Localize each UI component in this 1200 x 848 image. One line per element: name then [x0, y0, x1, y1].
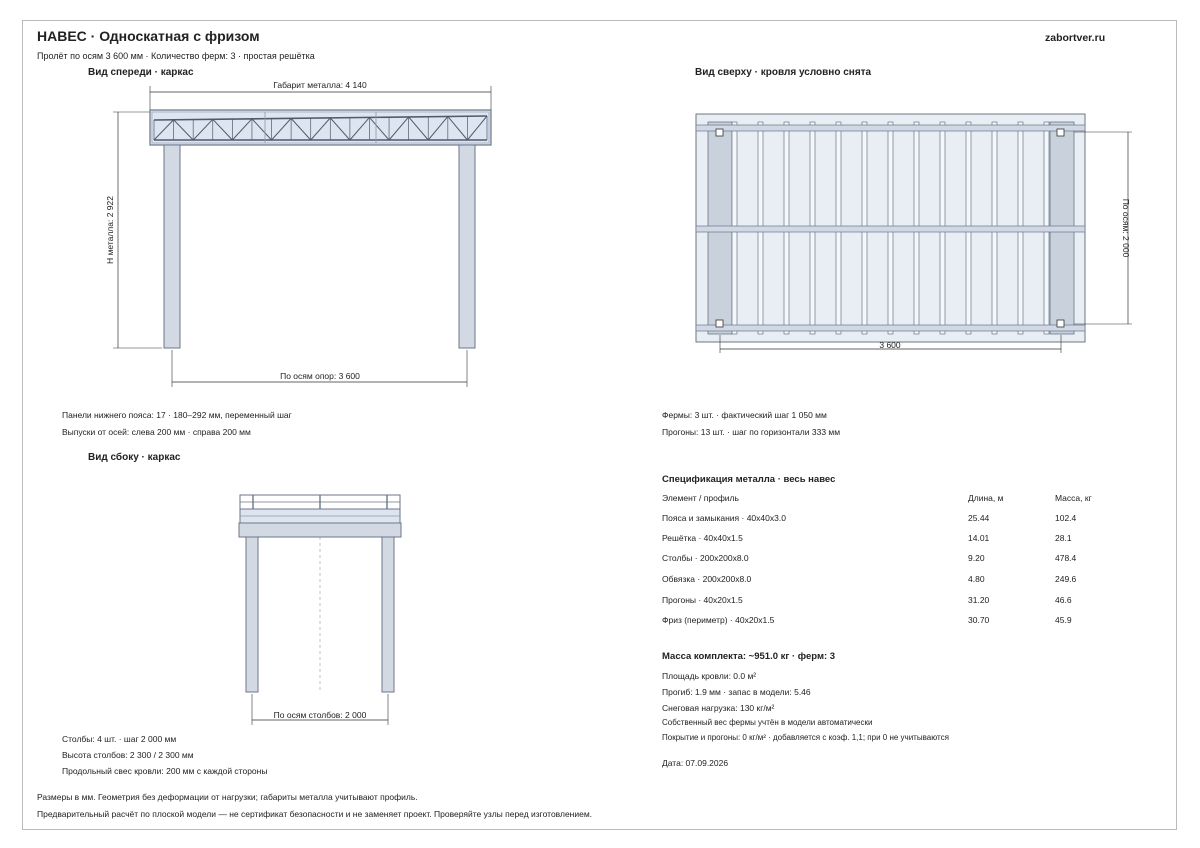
post-marker-tr: [1057, 129, 1064, 136]
dim-height-label: H металла: 2 922: [105, 196, 115, 264]
post-left: [164, 145, 180, 348]
dim-top-label: Габарит металла: 4 140: [273, 80, 367, 90]
side-post-left: [246, 537, 258, 692]
spec-row-name: Пояса и замыкания · 40х40х3.0: [662, 513, 786, 523]
truss-bottom: [696, 325, 1085, 331]
side-note-height: Высота столбов: 2 300 / 2 300 мм: [62, 750, 194, 760]
summary-deflection: Прогиб: 1.9 мм · запас в модели: 5.46: [662, 687, 811, 697]
side-view-drawing: [220, 485, 420, 730]
summary-mass: Масса комплекта: ~951.0 кг · ферм: 3: [662, 651, 836, 662]
top-view-title: Вид сверху · кровля условно снята: [695, 67, 872, 78]
truss-middle: [696, 226, 1085, 232]
footer-note-1: Размеры в мм. Геометрия без деформации от нагрузки; габариты металла учитывают профиль.: [37, 792, 418, 802]
post-marker-bl: [716, 320, 723, 327]
front-note-panels: Панели нижнего пояса: 17 · 180–292 мм, переменный шаг: [62, 410, 292, 420]
spec-row-name: Столбы · 200х200х8.0: [662, 553, 749, 563]
site-name: zabortver.ru: [1045, 32, 1106, 44]
page-title: НАВЕС · Односкатная с фризом: [37, 28, 260, 44]
dim-span-label: 3 600: [879, 340, 901, 350]
spec-title: Спецификация металла · весь навес: [662, 474, 836, 485]
side-view-title: Вид сбоку · каркас: [88, 452, 181, 463]
post-marker-tl: [716, 129, 723, 136]
top-view-drawing: [680, 100, 1160, 360]
truss-top: [696, 125, 1085, 131]
spec-row-name: Решётка · 40х40х1.5: [662, 533, 743, 543]
top-note-purlins: Прогоны: 13 шт. · шаг по горизонтали 333 мм: [662, 427, 841, 437]
side-post-right: [382, 537, 394, 692]
spec-row-length: 25.44: [968, 513, 990, 523]
spec-row-name: Прогоны · 40х20х1.5: [662, 595, 743, 605]
summary-cover: Покрытие и прогоны: 0 кг/м² · добавляется с коэф. 1,1; при 0 не учитываются: [662, 733, 949, 742]
spec-row-name: Обвязка · 200х200х8.0: [662, 574, 752, 584]
spec-row-length: 9.20: [968, 553, 985, 563]
front-view-title: Вид спереди · каркас: [88, 67, 194, 78]
spec-row-length: 31.20: [968, 595, 990, 605]
post-right: [459, 145, 475, 348]
summary-date: Дата: 07.09.2026: [662, 758, 729, 768]
spec-row-mass: 45.9: [1055, 615, 1072, 625]
spec-header-element: Элемент / профиль: [662, 493, 739, 503]
spec-row-mass: 28.1: [1055, 533, 1072, 543]
side-note-overhang: Продольный свес кровли: 200 мм с каждой стороны: [62, 766, 268, 776]
front-view-drawing: [0, 0, 520, 400]
spec-row-length: 14.01: [968, 533, 990, 543]
summary-snow: Снеговая нагрузка: 130 кг/м²: [662, 703, 775, 713]
page-subtitle: Пролёт по осям 3 600 мм · Количество ферм: 3 · простая решётка: [37, 51, 315, 61]
spec-row-length: 30.70: [968, 615, 990, 625]
footer-note-2: Предварительный расчёт по плоской модели — не сертификат безопасности и не заменяет проект. Проверяйте узлы перед изготовлением.: [37, 809, 593, 819]
post-marker-br: [1057, 320, 1064, 327]
dim-depth-label: По осям: 2 000: [1121, 198, 1131, 258]
spec-header-mass: Масса, кг: [1055, 493, 1092, 503]
summary-self-weight: Собственный вес фермы учтён в модели автоматически: [662, 718, 873, 727]
side-beam: [239, 523, 401, 537]
spec-row-length: 4.80: [968, 574, 985, 584]
dim-axes-label: По осям опор: 3 600: [280, 371, 360, 381]
spec-row-mass: 249.6: [1055, 574, 1077, 584]
spec-row-mass: 102.4: [1055, 513, 1077, 523]
dim-side-label: По осям столбов: 2 000: [273, 710, 367, 720]
spec-row-mass: 46.6: [1055, 595, 1072, 605]
spec-row-mass: 478.4: [1055, 553, 1077, 563]
spec-row-name: Фриз (периметр) · 40х20х1.5: [662, 615, 775, 625]
summary-area: Площадь кровли: 0.0 м²: [662, 671, 757, 681]
spec-header-length: Длина, м: [968, 493, 1004, 503]
top-note-trusses: Фермы: 3 шт. · фактический шаг 1 050 мм: [662, 410, 827, 420]
front-note-overhang: Выпуски от осей: слева 200 мм · справа 200 мм: [62, 427, 251, 437]
side-note-posts: Столбы: 4 шт. · шаг 2 000 мм: [62, 734, 177, 744]
